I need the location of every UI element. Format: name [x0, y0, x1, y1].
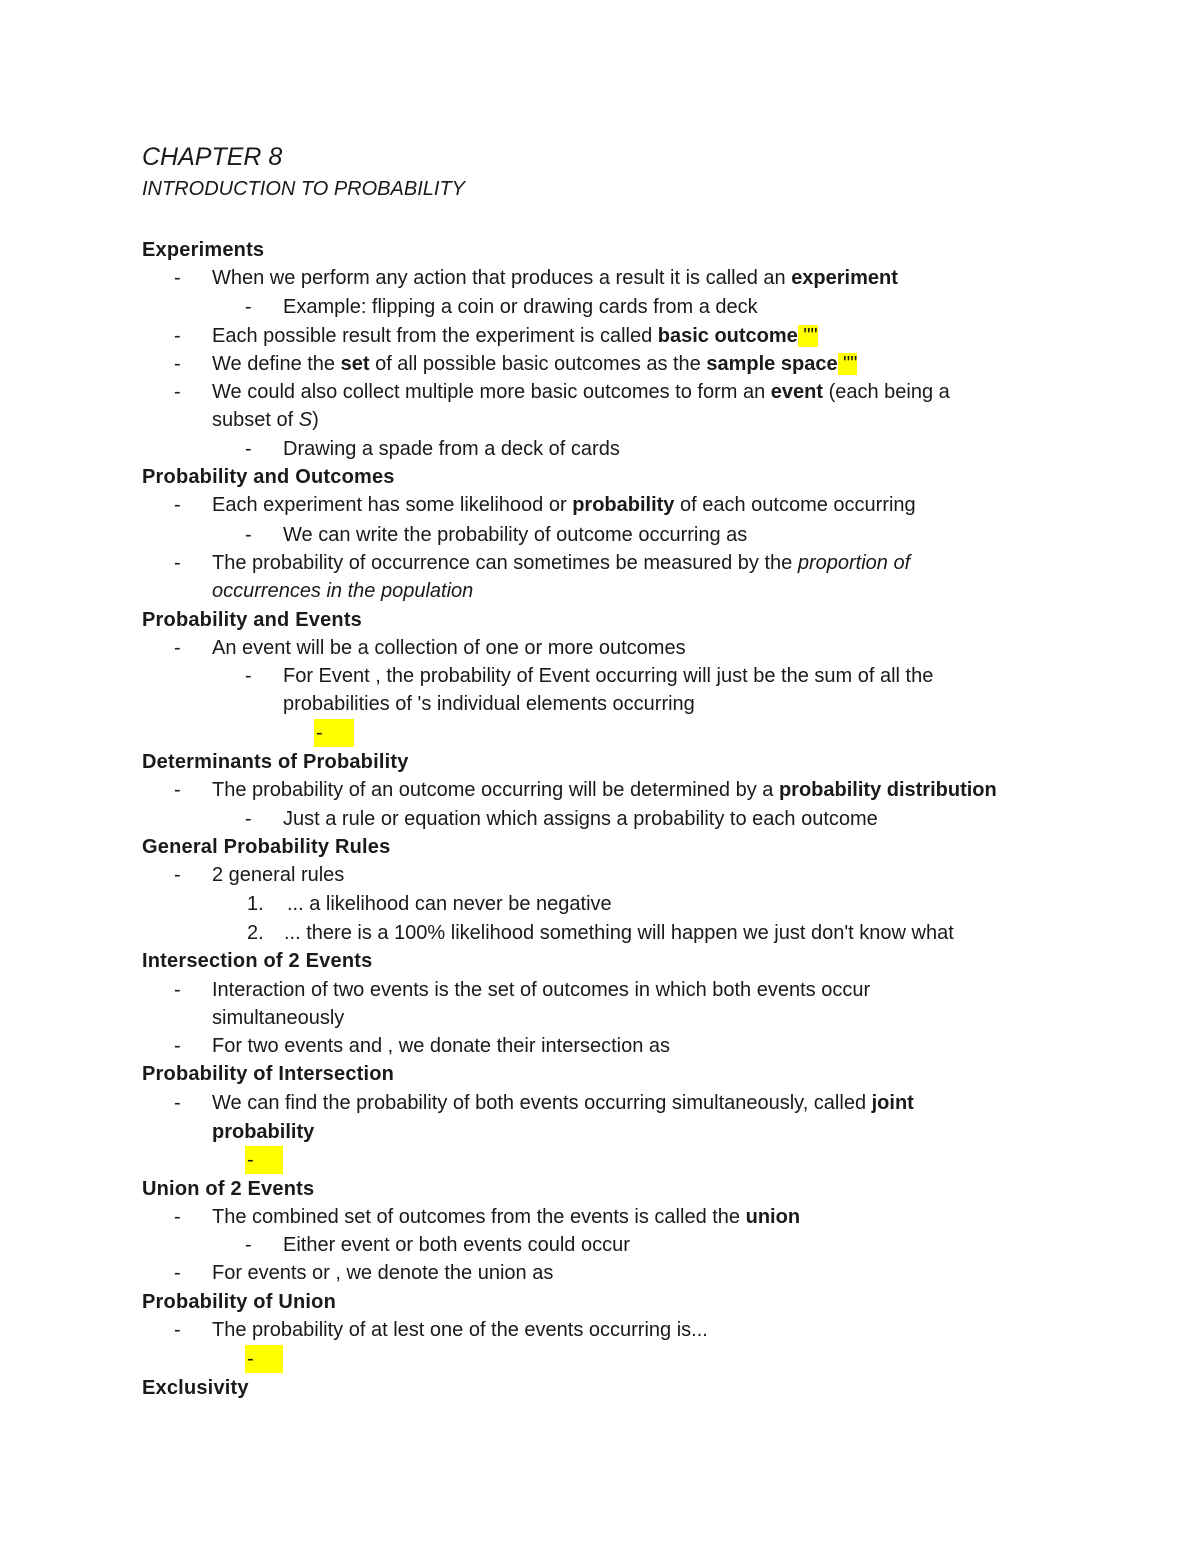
bullet-dash: -	[245, 808, 252, 830]
bullet-dash: -	[245, 296, 252, 318]
highlighted-formula-placeholder: -	[245, 1146, 283, 1174]
bullet-dash: -	[174, 864, 181, 886]
heading-exclusivity: Exclusivity	[142, 1377, 249, 1399]
list-item-continuation: probability	[212, 1121, 315, 1143]
list-item: The probability of at lest one of the events occurring is...	[212, 1319, 708, 1341]
bullet-dash: -	[245, 1234, 252, 1256]
list-item: Each possible result from the experiment is called basic outcome ""	[212, 325, 818, 347]
bullet-dash: -	[245, 438, 252, 460]
list-item-continuation: simultaneously	[212, 1007, 345, 1029]
bullet-dash: -	[174, 1206, 181, 1228]
bullet-dash: -	[174, 267, 181, 289]
list-item: We define the set of all possible basic outcomes as the sample space ""	[212, 353, 858, 375]
numbered-item: ... there is a 100% likelihood something will happen we just don't know what	[284, 922, 954, 944]
heading-union: Union of 2 Events	[142, 1178, 315, 1200]
list-item: For Event , the probability of Event occurring will just be the sum of all the	[283, 665, 934, 687]
bullet-dash: -	[174, 353, 181, 375]
list-item: 2 general rules	[212, 864, 345, 886]
chapter-title: CHAPTER 8	[142, 143, 283, 171]
list-number: 1.	[247, 893, 264, 915]
list-item: The probability of occurrence can sometimes be measured by the proportion of	[212, 552, 911, 574]
bullet-dash: -	[174, 494, 181, 516]
bullet-dash: -	[174, 325, 181, 347]
highlighted-formula-placeholder: -	[245, 1345, 283, 1373]
heading-probability-intersection: Probability of Intersection	[142, 1063, 395, 1085]
list-item: For two events and , we donate their intersection as	[212, 1035, 671, 1057]
list-item: For events or , we denote the union as	[212, 1262, 554, 1284]
bullet-dash: -	[174, 1262, 181, 1284]
list-item: We could also collect multiple more basic outcomes to form an event (each being a	[212, 381, 950, 403]
list-item: The probability of an outcome occurring will be determined by a probability distribution	[212, 779, 997, 801]
heading-experiments: Experiments	[142, 239, 265, 261]
bullet-dash: -	[174, 979, 181, 1001]
bullet-dash: -	[174, 381, 181, 403]
list-number: 2.	[247, 922, 264, 944]
numbered-item: ... a likelihood can never be negative	[287, 893, 612, 915]
list-item-continuation: subset of S)	[212, 409, 319, 431]
bullet-dash: -	[174, 552, 181, 574]
list-item: Either event or both events could occur	[283, 1234, 630, 1256]
bullet-dash: -	[174, 779, 181, 801]
list-item-continuation: occurrences in the population	[212, 580, 474, 602]
heading-probability-events: Probability and Events	[142, 609, 363, 631]
bullet-dash: -	[174, 1319, 181, 1341]
heading-probability-union: Probability of Union	[142, 1291, 336, 1313]
heading-general-rules: General Probability Rules	[142, 836, 391, 858]
highlight: ""	[837, 353, 858, 375]
heading-probability-outcomes: Probability and Outcomes	[142, 466, 395, 488]
bullet-dash: -	[174, 1092, 181, 1114]
list-item: Each experiment has some likelihood or probability of each outcome occurring	[212, 494, 916, 516]
bullet-dash: -	[245, 524, 252, 546]
list-item: We can write the probability of outcome occurring as	[283, 524, 748, 546]
list-item: The combined set of outcomes from the events is called the union	[212, 1206, 801, 1228]
bullet-dash: -	[174, 637, 181, 659]
list-item: Interaction of two events is the set of outcomes in which both events occur	[212, 979, 871, 1001]
list-item: Example: flipping a coin or drawing cards from a deck	[283, 296, 758, 318]
highlight: ""	[797, 325, 818, 347]
list-item: When we perform any action that produces a result it is called an experiment	[212, 267, 898, 289]
chapter-subtitle: INTRODUCTION TO PROBABILITY	[142, 178, 465, 200]
heading-determinants: Determinants of Probability	[142, 751, 409, 773]
bullet-dash: -	[174, 1035, 181, 1057]
list-item: We can find the probability of both events occurring simultaneously, called joint	[212, 1092, 914, 1114]
list-item: An event will be a collection of one or more outcomes	[212, 637, 686, 659]
list-item: Drawing a spade from a deck of cards	[283, 438, 620, 460]
list-item: Just a rule or equation which assigns a probability to each outcome	[283, 808, 878, 830]
bullet-dash: -	[245, 665, 252, 687]
list-item-continuation: probabilities of 's individual elements occurring	[283, 693, 695, 715]
highlighted-formula-placeholder: -	[314, 719, 354, 747]
heading-intersection: Intersection of 2 Events	[142, 950, 373, 972]
